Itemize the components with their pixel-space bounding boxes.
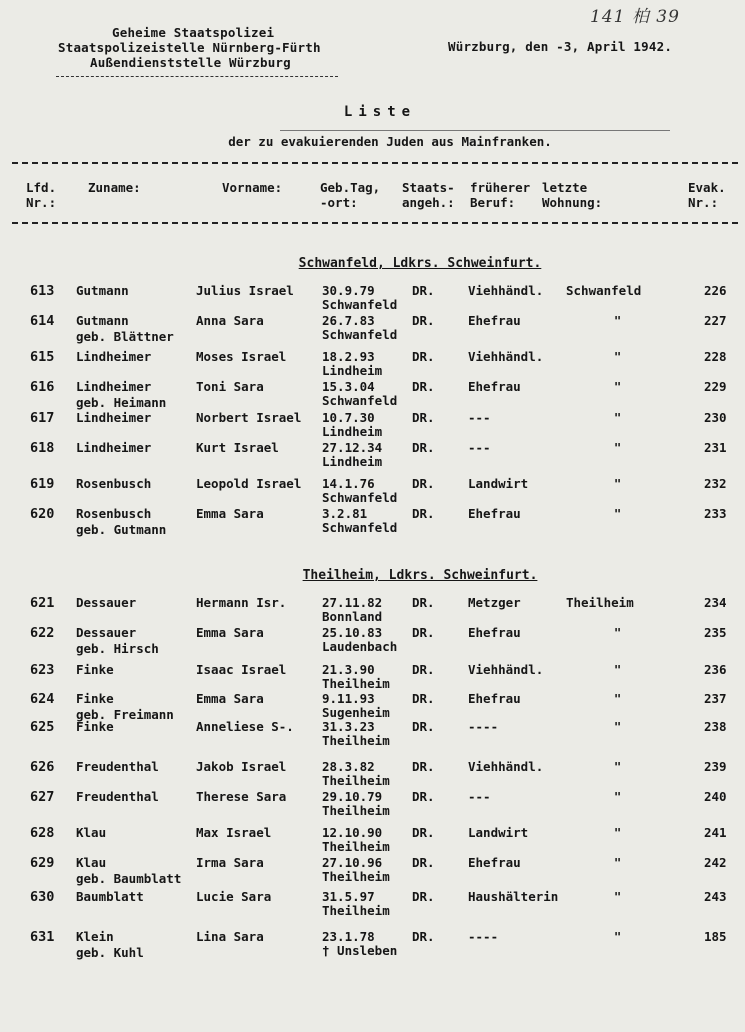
cell-wohnung: " — [614, 790, 622, 804]
cell-ort: Schwanfeld — [322, 297, 398, 312]
cell-beruf: ---- — [468, 719, 499, 734]
sender-line-1: Geheime Staatspolizei — [112, 25, 275, 40]
cell-staats: DR. — [412, 662, 435, 677]
cell-lfd: 615 — [30, 349, 55, 365]
cell-beruf: Viehhändl. — [468, 283, 544, 298]
cell-vorname: Therese Sara — [196, 789, 287, 804]
cell-vorname: Lina Sara — [196, 929, 264, 944]
cell-wohnung: " — [614, 663, 622, 677]
cell-ort: Schwanfeld — [322, 393, 398, 408]
cell-staats: DR. — [412, 625, 435, 640]
col-header-evak: Evak. Nr.: — [688, 180, 726, 210]
list-subtitle: der zu evakuierenden Juden aus Mainfranken. — [228, 134, 552, 149]
cell-evak: 231 — [704, 440, 727, 455]
sender-line-2: Staatspolizeistelle Nürnberg-Fürth — [58, 40, 321, 55]
cell-zuname2: geb. Heimann — [76, 395, 167, 410]
cell-vorname: Julius Israel — [196, 283, 294, 298]
cell-beruf: Metzger — [468, 595, 521, 610]
cell-beruf: Viehhändl. — [468, 759, 544, 774]
cell-beruf: Ehefrau — [468, 379, 521, 394]
cell-evak: 227 — [704, 313, 727, 328]
cell-beruf: Ehefrau — [468, 625, 521, 640]
sender-line-3: Außendienststelle Würzburg — [90, 55, 291, 70]
cell-wohnung: " — [614, 826, 622, 840]
cell-beruf: Ehefrau — [468, 506, 521, 521]
cell-wohnung: " — [614, 626, 622, 640]
cell-vorname: Lucie Sara — [196, 889, 272, 904]
cell-lfd: 625 — [30, 719, 55, 735]
cell-ort: Theilheim — [322, 773, 390, 788]
cell-zuname: Lindheimer — [76, 379, 152, 394]
cell-beruf: Viehhändl. — [468, 349, 544, 364]
cell-zuname: Finke — [76, 662, 114, 677]
cell-staats: DR. — [412, 506, 435, 521]
cell-evak: 185 — [704, 929, 727, 944]
cell-wohnung: " — [614, 477, 622, 491]
cell-lfd: 618 — [30, 440, 55, 456]
cell-zuname: Lindheimer — [76, 440, 152, 455]
cell-vorname: Irma Sara — [196, 855, 264, 870]
cell-geb: 12.10.90 — [322, 825, 383, 840]
cell-ort: Theilheim — [322, 869, 390, 884]
cell-staats: DR. — [412, 719, 435, 734]
cell-wohnung: Schwanfeld — [566, 283, 642, 298]
cell-staats: DR. — [412, 440, 435, 455]
cell-geb: 15.3.04 — [322, 379, 375, 394]
cell-lfd: 630 — [30, 889, 55, 905]
cell-zuname: Gutmann — [76, 313, 129, 328]
cell-vorname: Isaac Israel — [196, 662, 287, 677]
cell-geb: 23.1.78 — [322, 929, 375, 944]
cell-evak: 242 — [704, 855, 727, 870]
cell-staats: DR. — [412, 855, 435, 870]
cell-evak: 238 — [704, 719, 727, 734]
cell-evak: 243 — [704, 889, 727, 904]
cell-wohnung: " — [614, 890, 622, 904]
cell-beruf: Ehefrau — [468, 313, 521, 328]
cell-evak: 233 — [704, 506, 727, 521]
list-title: Liste — [343, 104, 417, 120]
col-header-wohnung: letzte Wohnung: — [542, 180, 603, 210]
cell-zuname: Lindheimer — [76, 410, 152, 425]
cell-geb: 21.3.90 — [322, 662, 375, 677]
cell-lfd: 629 — [30, 855, 55, 871]
cell-ort: Laudenbach — [322, 639, 398, 654]
cell-evak: 229 — [704, 379, 727, 394]
cell-beruf: Viehhändl. — [468, 662, 544, 677]
cell-zuname2: geb. Hirsch — [76, 641, 159, 656]
cell-evak: 241 — [704, 825, 727, 840]
cell-wohnung: " — [614, 380, 622, 394]
cell-zuname2: geb. Freimann — [76, 707, 174, 722]
cell-geb: 18.2.93 — [322, 349, 375, 364]
cell-geb: 14.1.76 — [322, 476, 375, 491]
cell-zuname: Dessauer — [76, 595, 137, 610]
cell-ort: Sugenheim — [322, 705, 390, 720]
cell-beruf: --- — [468, 410, 491, 425]
cell-geb: 27.12.34 — [322, 440, 383, 455]
cell-beruf: Landwirt — [468, 825, 529, 840]
cell-lfd: 619 — [30, 476, 55, 492]
cell-zuname: Klein — [76, 929, 114, 944]
cell-lfd: 622 — [30, 625, 55, 641]
cell-lfd: 617 — [30, 410, 55, 426]
cell-staats: DR. — [412, 595, 435, 610]
cell-evak: 230 — [704, 410, 727, 425]
cell-lfd: 613 — [30, 283, 55, 299]
cell-wohnung: " — [614, 720, 622, 734]
cell-vorname: Leopold Israel — [196, 476, 302, 491]
cell-vorname: Norbert Israel — [196, 410, 302, 425]
cell-lfd: 614 — [30, 313, 55, 329]
header-underline — [56, 76, 338, 77]
col-header-zuname: Zuname: — [88, 180, 141, 195]
cell-beruf: ---- — [468, 929, 499, 944]
cell-vorname: Jakob Israel — [196, 759, 287, 774]
cell-evak: 226 — [704, 283, 727, 298]
cell-lfd: 624 — [30, 691, 55, 707]
cell-geb: 27.11.82 — [322, 595, 383, 610]
cell-zuname2: geb. Baumblatt — [76, 871, 182, 886]
cell-ort: Lindheim — [322, 424, 383, 439]
cell-lfd: 626 — [30, 759, 55, 775]
cell-beruf: --- — [468, 440, 491, 455]
cell-beruf: Ehefrau — [468, 691, 521, 706]
cell-beruf: Landwirt — [468, 476, 529, 491]
cell-lfd: 621 — [30, 595, 55, 611]
section-title-schwanfeld: Schwanfeld, Ldkrs. Schweinfurt. — [298, 256, 542, 271]
cell-staats: DR. — [412, 759, 435, 774]
cell-staats: DR. — [412, 889, 435, 904]
cell-wohnung: " — [614, 930, 622, 944]
cell-staats: DR. — [412, 929, 435, 944]
cell-geb: 9.11.93 — [322, 691, 375, 706]
cell-zuname: Lindheimer — [76, 349, 152, 364]
col-header-lfd: Lfd. Nr.: — [26, 180, 57, 210]
cell-zuname2: geb. Blättner — [76, 329, 174, 344]
cell-staats: DR. — [412, 476, 435, 491]
cell-vorname: Emma Sara — [196, 506, 264, 521]
cell-vorname: Hermann Isr. — [196, 595, 287, 610]
cell-beruf: Ehefrau — [468, 855, 521, 870]
cell-staats: DR. — [412, 313, 435, 328]
cell-wohnung: " — [614, 760, 622, 774]
cell-ort: Bonnland — [322, 609, 383, 624]
cell-ort: Schwanfeld — [322, 490, 398, 505]
cell-ort: Lindheim — [322, 454, 383, 469]
cell-evak: 232 — [704, 476, 727, 491]
cell-zuname2: geb. Kuhl — [76, 945, 144, 960]
cell-ort: Theilheim — [322, 903, 390, 918]
cell-geb: 31.3.23 — [322, 719, 375, 734]
cell-vorname: Max Israel — [196, 825, 272, 840]
cell-staats: DR. — [412, 379, 435, 394]
cell-wohnung: " — [614, 441, 622, 455]
cell-evak: 228 — [704, 349, 727, 364]
title-rule — [280, 130, 670, 131]
cell-vorname: Anneliese S-. — [196, 719, 294, 734]
cell-wohnung: " — [614, 411, 622, 425]
cell-lfd: 623 — [30, 662, 55, 678]
cell-lfd: 631 — [30, 929, 55, 945]
col-header-vorname: Vorname: — [222, 180, 283, 195]
cell-vorname: Anna Sara — [196, 313, 264, 328]
cell-staats: DR. — [412, 825, 435, 840]
cell-wohnung: " — [614, 692, 622, 706]
cell-staats: DR. — [412, 410, 435, 425]
cell-beruf: --- — [468, 789, 491, 804]
cell-geb: 28.3.82 — [322, 759, 375, 774]
cell-vorname: Moses Israel — [196, 349, 287, 364]
cell-vorname: Emma Sara — [196, 625, 264, 640]
cell-zuname: Klau — [76, 855, 107, 870]
cell-zuname: Dessauer — [76, 625, 137, 640]
cell-zuname: Rosenbusch — [76, 476, 152, 491]
cell-zuname: Freudenthal — [76, 789, 159, 804]
cell-ort: Schwanfeld — [322, 520, 398, 535]
cell-ort: Theilheim — [322, 839, 390, 854]
cell-ort: Schwanfeld — [322, 327, 398, 342]
cell-wohnung: " — [614, 507, 622, 521]
cell-staats: DR. — [412, 691, 435, 706]
cell-zuname: Baumblatt — [76, 889, 144, 904]
cell-ort: † Unsleben — [322, 943, 398, 958]
cell-geb: 10.7.30 — [322, 410, 375, 425]
cell-evak: 235 — [704, 625, 727, 640]
cell-geb: 30.9.79 — [322, 283, 375, 298]
cell-evak: 237 — [704, 691, 727, 706]
cell-staats: DR. — [412, 349, 435, 364]
cell-beruf: Haushälterin — [468, 889, 559, 904]
cell-evak: 240 — [704, 789, 727, 804]
col-header-gebtag: Geb.Tag, -ort: — [320, 180, 381, 210]
cell-zuname: Freudenthal — [76, 759, 159, 774]
section-title-theilheim: Theilheim, Ldkrs. Schweinfurt. — [302, 568, 538, 583]
cell-zuname: Finke — [76, 691, 114, 706]
cell-lfd: 620 — [30, 506, 55, 522]
cell-wohnung: Theilheim — [566, 595, 634, 610]
cell-ort: Theilheim — [322, 803, 390, 818]
cell-ort: Theilheim — [322, 676, 390, 691]
cell-geb: 26.7.83 — [322, 313, 375, 328]
cell-wohnung: " — [614, 856, 622, 870]
cell-vorname: Kurt Israel — [196, 440, 279, 455]
cell-vorname: Toni Sara — [196, 379, 264, 394]
cell-staats: DR. — [412, 283, 435, 298]
cell-vorname: Emma Sara — [196, 691, 264, 706]
cell-geb: 27.10.96 — [322, 855, 383, 870]
cell-geb: 25.10.83 — [322, 625, 383, 640]
cell-geb: 29.10.79 — [322, 789, 383, 804]
place-date: Würzburg, den -3, April 1942. — [448, 39, 673, 54]
cell-zuname: Finke — [76, 719, 114, 734]
cell-ort: Theilheim — [322, 733, 390, 748]
cell-wohnung: " — [614, 350, 622, 364]
cell-zuname: Klau — [76, 825, 107, 840]
handwritten-note: 141 柏 39 — [590, 7, 680, 27]
cell-evak: 239 — [704, 759, 727, 774]
cell-wohnung: " — [614, 314, 622, 328]
col-header-staats: Staats- angeh.: — [402, 180, 455, 210]
cell-evak: 234 — [704, 595, 727, 610]
cell-ort: Lindheim — [322, 363, 383, 378]
cell-zuname2: geb. Gutmann — [76, 522, 167, 537]
cell-lfd: 627 — [30, 789, 55, 805]
cell-geb: 3.2.81 — [322, 506, 368, 521]
cell-geb: 31.5.97 — [322, 889, 375, 904]
cell-zuname: Rosenbusch — [76, 506, 152, 521]
cell-zuname: Gutmann — [76, 283, 129, 298]
col-header-beruf: früherer Beruf: — [470, 180, 531, 210]
table-top-rule — [12, 162, 738, 164]
cell-staats: DR. — [412, 789, 435, 804]
cell-lfd: 628 — [30, 825, 55, 841]
cell-lfd: 616 — [30, 379, 55, 395]
cell-evak: 236 — [704, 662, 727, 677]
table-header-rule — [12, 222, 738, 224]
